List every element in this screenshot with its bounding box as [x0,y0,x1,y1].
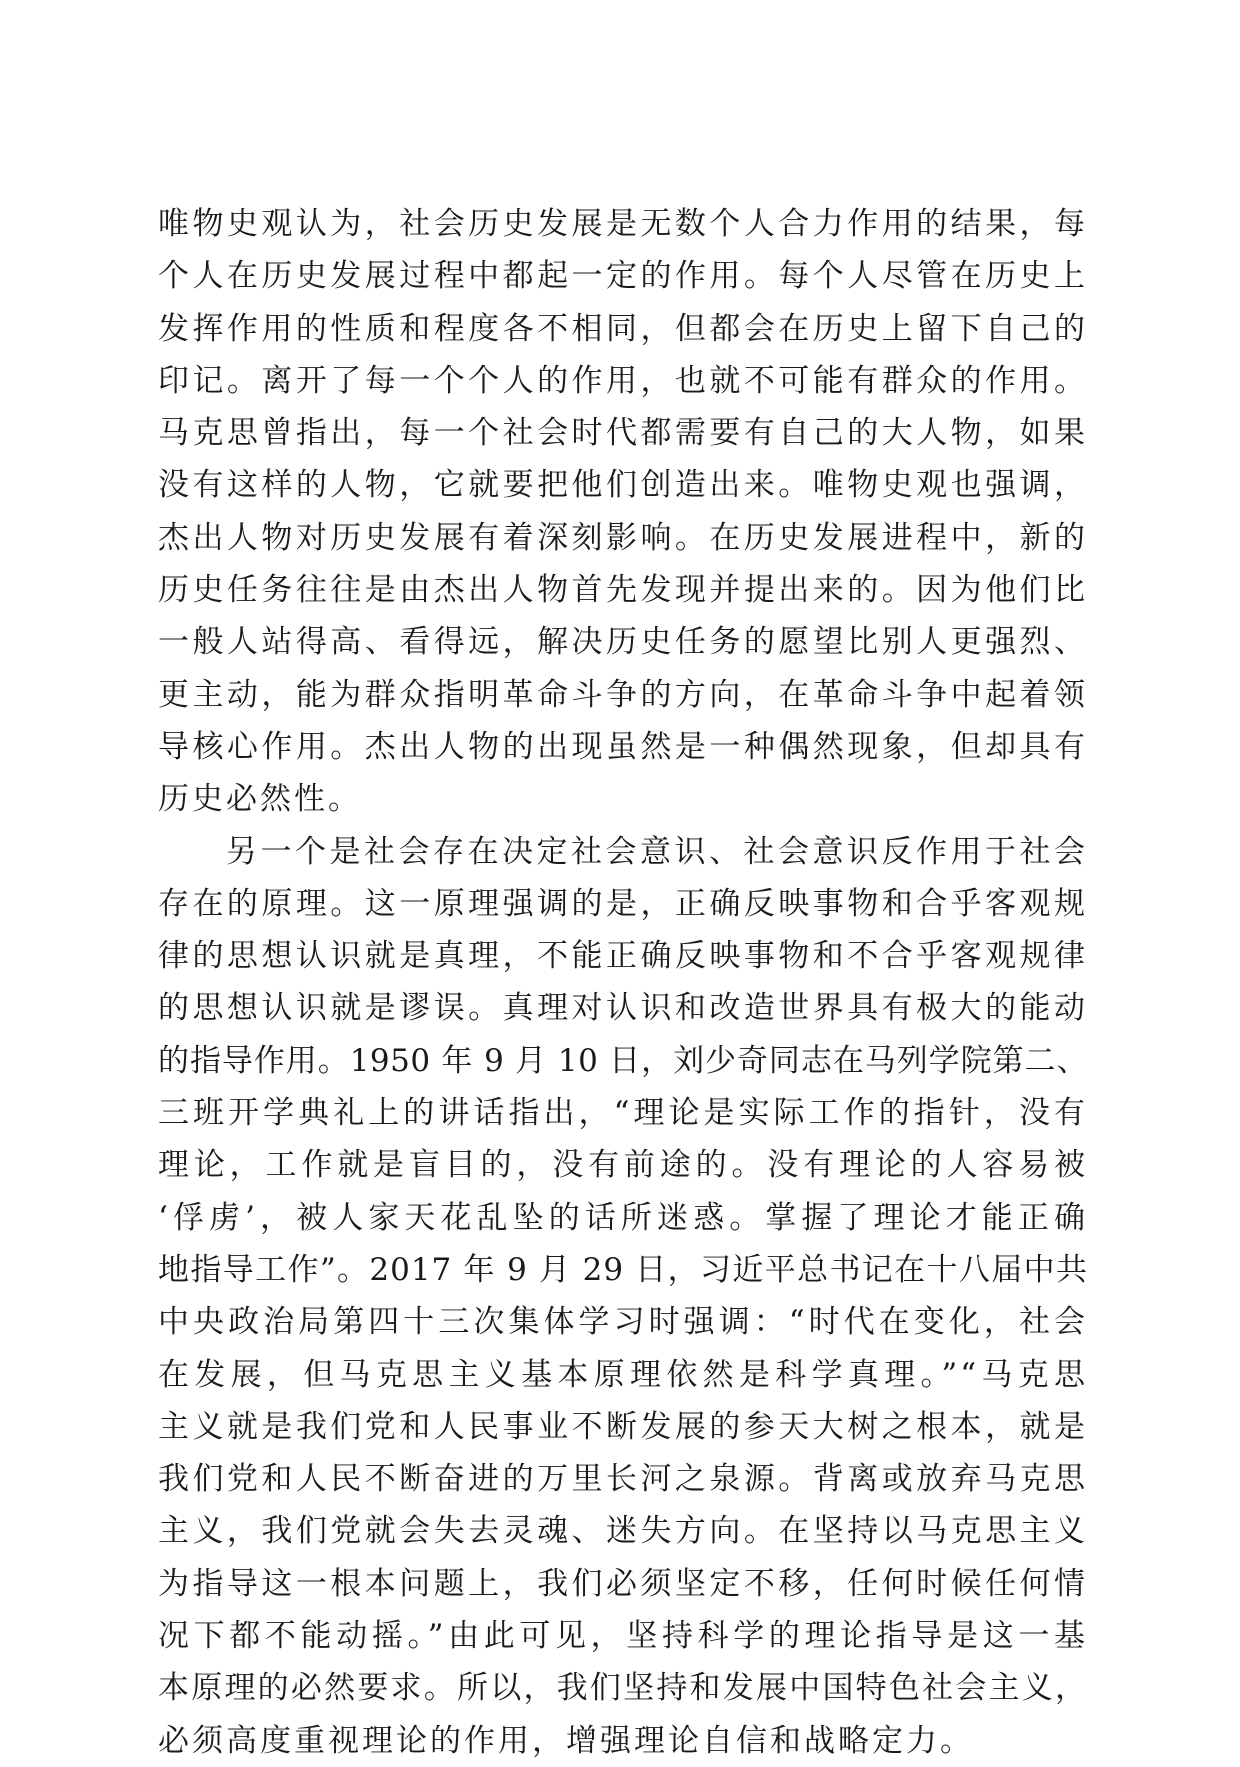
text-line: 地指导工作”。2017 年 9 月 29 日，习近平总书记在十八届中共 [158,1251,1088,1288]
text-line: 个人在历史发展过程中都起一定的作用。每个人尽管在历史上 [158,258,1088,295]
text-line: 律的思想认识就是真理，不能正确反映事物和不合乎客观规律 [158,938,1088,975]
text-line: 主义就是我们党和人民事业不断发展的参天大树之根本，就是 [158,1408,1088,1445]
text-line: 导核心作用。杰出人物的出现虽然是一种偶然现象，但却具有 [158,728,1088,765]
text-line: 马克思曾指出，每一个社会时代都需要有自己的大人物，如果 [158,415,1088,452]
paragraph-end-line: 必须高度重视理论的作用，增强理论自信和战略定力。 [158,1722,974,1759]
text-line: 本原理的必然要求。所以，我们坚持和发展中国特色社会主义， [158,1670,1088,1707]
text-line: 的指导作用。1950 年 9 月 10 日，刘少奇同志在马列学院第二、 [158,1042,1088,1079]
text-line: 主义，我们党就会失去灵魂、迷失方向。在坚持以马克思主义 [158,1513,1088,1550]
text-line: 中央政治局第四十三次集体学习时强调：“时代在变化，社会 [158,1304,1088,1341]
text-line: 一般人站得高、看得远，解决历史任务的愿望比别人更强烈、 [158,624,1088,661]
text-line: 杰出人物对历史发展有着深刻影响。在历史发展进程中，新的 [158,519,1088,556]
text-line: 唯物史观认为，社会历史发展是无数个人合力作用的结果，每 [158,206,1088,242]
paragraph-start-line: 另一个是社会存在决定社会意识、社会意识反作用于社会 [226,833,1088,870]
text-line: 我们党和人民不断奋进的万里长河之泉源。背离或放弃马克思 [158,1461,1088,1498]
text-line: 为指导这一根本问题上，我们必须坚定不移，任何时候任何情 [158,1565,1088,1602]
text-line: 发挥作用的性质和程度各不相同，但都会在历史上留下自己的 [158,310,1088,347]
text-line: 在发展，但马克思主义基本原理依然是科学真理。”“马克思 [158,1356,1088,1393]
text-line: 更主动，能为群众指明革命斗争的方向，在革命斗争中起着领 [158,676,1088,713]
text-line: 的思想认识就是谬误。真理对认识和改造世界具有极大的能动 [158,990,1088,1027]
text-line: 三班开学典礼上的讲话指出，“理论是实际工作的指针，没有 [158,1095,1088,1132]
text-line: 没有这样的人物，它就要把他们创造出来。唯物史观也强调， [158,467,1088,504]
text-line: 历史任务往往是由杰出人物首先发现并提出来的。因为他们比 [158,572,1088,609]
text-line: ‘俘虏’，被人家天花乱坠的话所迷惑。掌握了理论才能正确 [158,1199,1088,1236]
text-line: 理论，工作就是盲目的，没有前途的。没有理论的人容易被 [158,1147,1088,1184]
text-line: 况下都不能动摇。”由此可见，坚持科学的理论指导是这一基 [158,1618,1088,1655]
body-text [158,198,1088,1767]
text-line: 印记。离开了每一个个人的作用，也就不可能有群众的作用。 [158,362,1088,399]
paragraph-end-line: 历史必然性。 [158,781,362,818]
text-line: 存在的原理。这一原理强调的是，正确反映事物和合乎客观规 [158,885,1088,922]
